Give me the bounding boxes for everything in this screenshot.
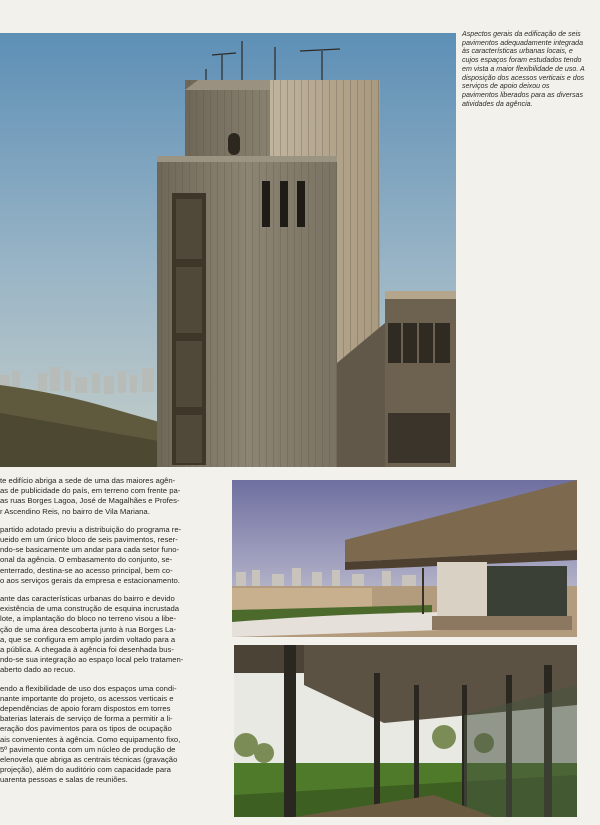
text-line: a pública. A chegada à agência foi desenhada bus- — [0, 645, 174, 655]
text-line: ante das características urbanas do bairro e devido — [0, 594, 175, 604]
text-line: ais convenientes à agência. Como equipamento fixo, — [0, 734, 181, 744]
text-line: aberto dado ao recuo. — [0, 665, 76, 675]
text-line: as ruas Borges Lagoa, José de Magalhães e Profes- — [0, 496, 180, 506]
paragraph — [0, 525, 224, 586]
text-line: 5º pavimento conta com um núcleo de produção de — [0, 744, 176, 754]
text-line: ueido em um único bloco de seis pavimentos, reser- — [0, 535, 178, 545]
photo-tower — [0, 33, 456, 467]
photo-garden — [234, 645, 577, 817]
photo-terrace — [232, 480, 577, 637]
text-line: as de publicidade do país, em terreno com frente pa- — [0, 486, 181, 496]
text-line: o aos serviços gerais da empresa e estacionamento. — [0, 575, 180, 585]
photo-caption: Aspectos gerais da edificação de seis pavimentos adequadamente integrada às características urbanas locais, e cujos espaços foram estudados tendo em vista a maior flexibilidade de uso. A disposição dos acessos verticais e dos serviços de apoio deixou os pavimentos liberados para as diversas atividades da agência. — [462, 30, 585, 108]
text-line: baterias laterais de serviço de forma a permitir a li- — [0, 714, 173, 724]
text-line: a, que se configura em amplo jardim voltado para a — [0, 634, 176, 644]
glazing — [487, 566, 567, 616]
text-line: enterrado, destina-se ao acesso principal, bem co- — [0, 565, 173, 575]
text-line: uarenta pessoas e salas de reuniões. — [0, 775, 128, 785]
text-line: onal da agência. O embasamento do conjunto, se- — [0, 555, 173, 565]
text-line: elenovela que abriga as centrais técnicas (gravação — [0, 755, 178, 765]
paragraph — [0, 594, 224, 676]
text-line: eração dos pavimentos para os tipos de ocupação — [0, 724, 172, 734]
text-line: te edifício abriga a sede de uma das maiores agên- — [0, 476, 176, 485]
text-line: ção de uma área descoberta junto à rua Borges La- — [0, 624, 177, 634]
paragraph — [0, 684, 224, 786]
text-line: existência de uma construção de esquina incrustada — [0, 604, 180, 614]
text-line: lote, a implantação do bloco no terreno visou a libe- — [0, 614, 177, 624]
text-line: nante importante do projeto, os acessos verticais e — [0, 693, 174, 703]
text-line: ndo-se basicamente um andar para cada setor funo- — [0, 545, 180, 555]
text-line: dependências de apoio foram dispostos em torres — [0, 704, 171, 714]
paragraph — [0, 476, 224, 517]
text-line: endo a flexibilidade de uso dos espaços uma condi- — [0, 683, 177, 693]
text-line: projeção), além do auditório com capacidade para — [0, 765, 171, 775]
text-line: r Ascendino Reis, no bairro de Vila Mariana. — [0, 506, 150, 516]
text-line: partido adotado previu a distribuição do programa re- — [0, 524, 182, 534]
text-line: ndo-se sua integração ao espaço local pelo tratamen- — [0, 655, 184, 665]
article-body — [0, 476, 224, 794]
